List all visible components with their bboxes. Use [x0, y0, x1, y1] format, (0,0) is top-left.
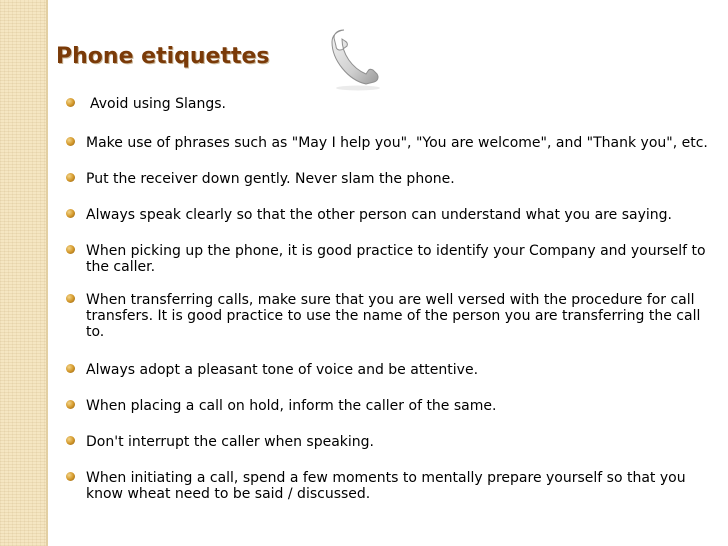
- gold-bullet-icon: [66, 472, 75, 481]
- bullet-text: When transferring calls, make sure that you are well versed with the procedure for call transfers. It is good practice to use the name of the person you are transferring the call to.: [86, 292, 701, 340]
- bullet-text: Always adopt a pleasant tone of voice and be attentive.: [86, 362, 479, 378]
- gold-bullet-icon: [66, 98, 75, 107]
- gold-bullet-icon: [66, 209, 75, 218]
- bullet-text: Make use of phrases such as "May I help you", "You are welcome", and "Thank you", etc.: [86, 135, 708, 151]
- slide-title: Phone etiquettes: [56, 44, 270, 69]
- gold-bullet-icon: [66, 245, 75, 254]
- bullet-text: Put the receiver down gently. Never slam the phone.: [86, 171, 455, 187]
- bullet-text: When placing a call on hold, inform the caller of the same.: [86, 398, 497, 414]
- bullet-text: When initiating a call, spend a few moments to mentally prepare yourself so that you know wheat need to be said / discussed.: [86, 470, 686, 502]
- gold-bullet-icon: [66, 400, 75, 409]
- gold-bullet-icon: [66, 173, 75, 182]
- bullet-text: Always speak clearly so that the other person can understand what you are saying.: [86, 207, 672, 223]
- bullet-text: Don't interrupt the caller when speaking.: [86, 434, 374, 450]
- gold-bullet-icon: [66, 364, 75, 373]
- gold-bullet-icon: [66, 137, 75, 146]
- bullet-text: Avoid using Slangs.: [90, 96, 226, 112]
- bullet-text: When picking up the phone, it is good practice to identify your Company and yourself to the caller.: [86, 243, 706, 275]
- gold-bullet-icon: [66, 436, 75, 445]
- gold-bullet-icon: [66, 294, 75, 303]
